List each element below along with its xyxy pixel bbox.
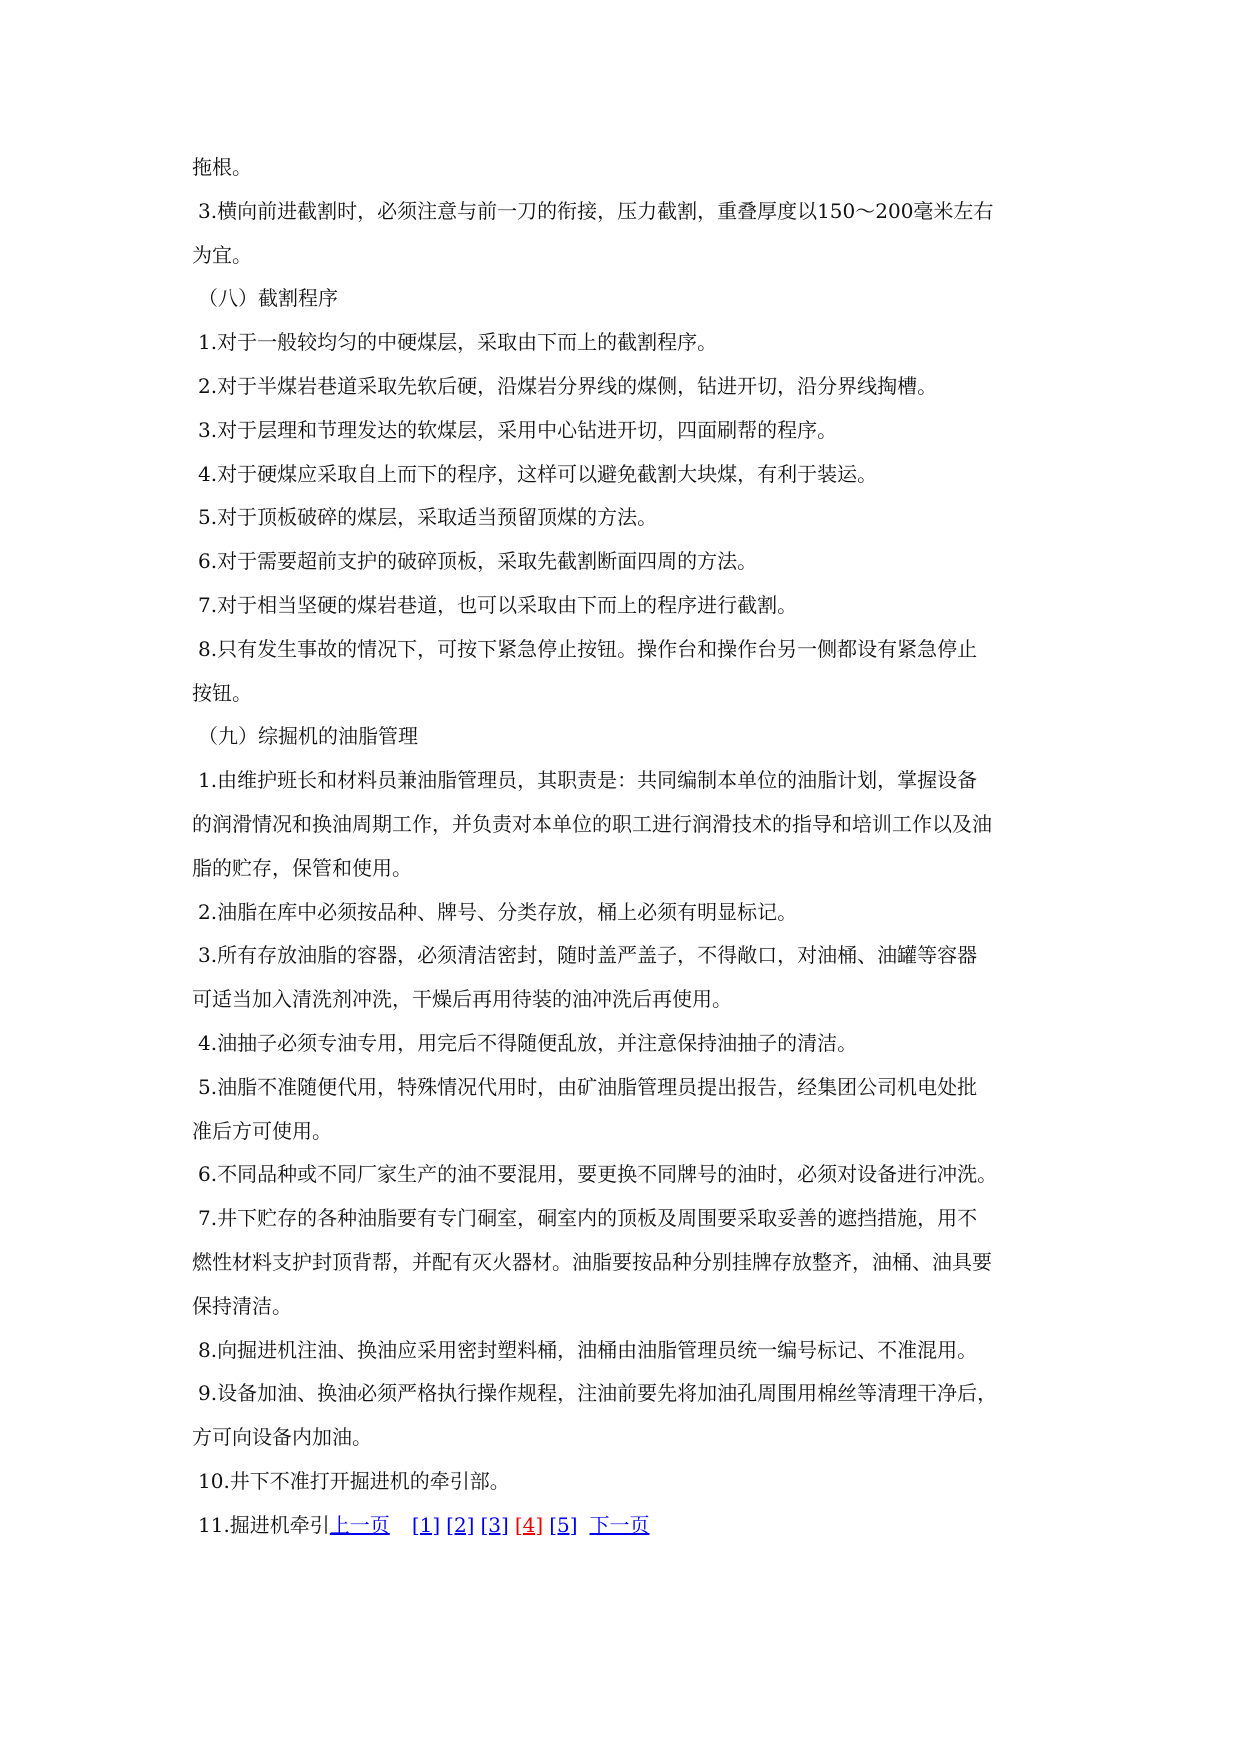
next-page-link[interactable]: 下一页 [589,1512,650,1537]
paragraph-line: 5.对于顶板破碎的煤层，采取适当预留顶煤的方法。 [198,505,658,530]
paragraph-line: 4.油抽子必须专油专用，用完后不得随便乱放，并注意保持油抽子的清洁。 [198,1030,858,1055]
paragraph-line: 3.所有存放油脂的容器，必须清洁密封，随时盖严盖子，不得敞口，对油桶、油罐等容器 [198,943,978,968]
paragraph-line: 1.对于一般较均匀的中硬煤层，采取由下而上的截割程序。 [198,330,718,355]
paragraph-line: 拖根。 [192,155,252,179]
paragraph-line: 脂的贮存，保管和使用。 [192,855,412,880]
paragraph-line: 准后方可使用。 [192,1118,332,1143]
paragraph-line: 9.设备加油、换油必须严格执行操作规程，注油前要先将加油孔周围用棉丝等清理干净后， [198,1381,998,1406]
paragraph-line: 2.油脂在库中必须按品种、牌号、分类存放，桶上必须有明显标记。 [198,899,798,924]
section-heading: （八）截割程序 [198,286,338,311]
paragraph-line: 8.只有发生事故的情况下，可按下紧急停止按钮。操作台和操作台另一侧都设有紧急停止 [198,636,978,661]
paragraph-line: 2.对于半煤岩巷道采取先软后硬，沿煤岩分界线的煤侧，钻进开切，沿分界线掏槽。 [198,373,938,398]
paragraph-line: 1.由维护班长和材料员兼油脂管理员，其职责是：共同编制本单位的油脂计划，掌握设备 [198,768,978,793]
paragraph-line: 燃性材料支护封顶背帮，并配有灭火器材。油脂要按品种分别挂牌存放整齐，油桶、油具要 [192,1249,992,1274]
paragraph-line: 5.油脂不准随便代用，特殊情况代用时，由矿油脂管理员提出报告，经集团公司机电处批 [198,1074,978,1099]
paragraph-line: 6.对于需要超前支护的破碎顶板，采取先截割断面四周的方法。 [198,549,758,574]
page-link-3[interactable]: [3] [480,1512,509,1537]
paragraph-line: 为宜。 [192,242,252,267]
paragraph-line: 的润滑情况和换油周期工作，并负责对本单位的职工进行润滑技术的指导和培训工作以及油 [192,811,992,836]
paragraph-line: 10.井下不准打开掘进机的牵引部。 [198,1468,510,1493]
page-link-1[interactable]: [1] [411,1512,441,1537]
paragraph-line: 方可向设备内加油。 [192,1425,372,1450]
pagination-line [188,1504,1058,1548]
section-heading: （九）综掘机的油脂管理 [198,724,418,749]
paragraph-line: 4.对于硬煤应采取自上而下的程序，这样可以避免截割大块煤，有利于装运。 [198,461,878,486]
paragraph-line: 8.向掘进机注油、换油应采用密封塑料桶，油桶由油脂管理员统一编号标记、不准混用。 [198,1337,978,1362]
paragraph-line: 7.井下贮存的各种油脂要有专门硐室，硐室内的顶板及周围要采取妥善的遮挡措施，用不 [198,1206,978,1231]
prev-page-link[interactable]: 上一页 [329,1512,390,1537]
paragraph-line: 7.对于相当坚硬的煤岩巷道，也可以采取由下而上的程序进行截割。 [198,592,798,617]
paragraph-line: 6.不同品种或不同厂家生产的油不要混用，要更换不同牌号的油时，必须对设备进行冲洗。 [198,1162,998,1187]
page-link-2[interactable]: [2] [446,1512,475,1537]
last-line-text: 11.掘进机牵引 [198,1512,330,1537]
paragraph-line: 3.对于层理和节理发达的软煤层，采用中心钻进开切，四面刷帮的程序。 [198,417,838,442]
page-link-5[interactable]: [5] [549,1512,578,1537]
paragraph-line: 3.横向前进截割时，必须注意与前一刀的衔接，压力截割，重叠厚度以150～200毫米左右 [198,198,994,223]
paragraph-line: 保持清洁。 [192,1293,292,1318]
paragraph-line: 按钮。 [192,680,252,705]
document-page [188,146,1058,1548]
page-link-4-current[interactable]: [4] [514,1512,544,1537]
paragraph-line: 可适当加入清洗剂冲洗，干燥后再用待装的油冲洗后再使用。 [192,987,732,1012]
